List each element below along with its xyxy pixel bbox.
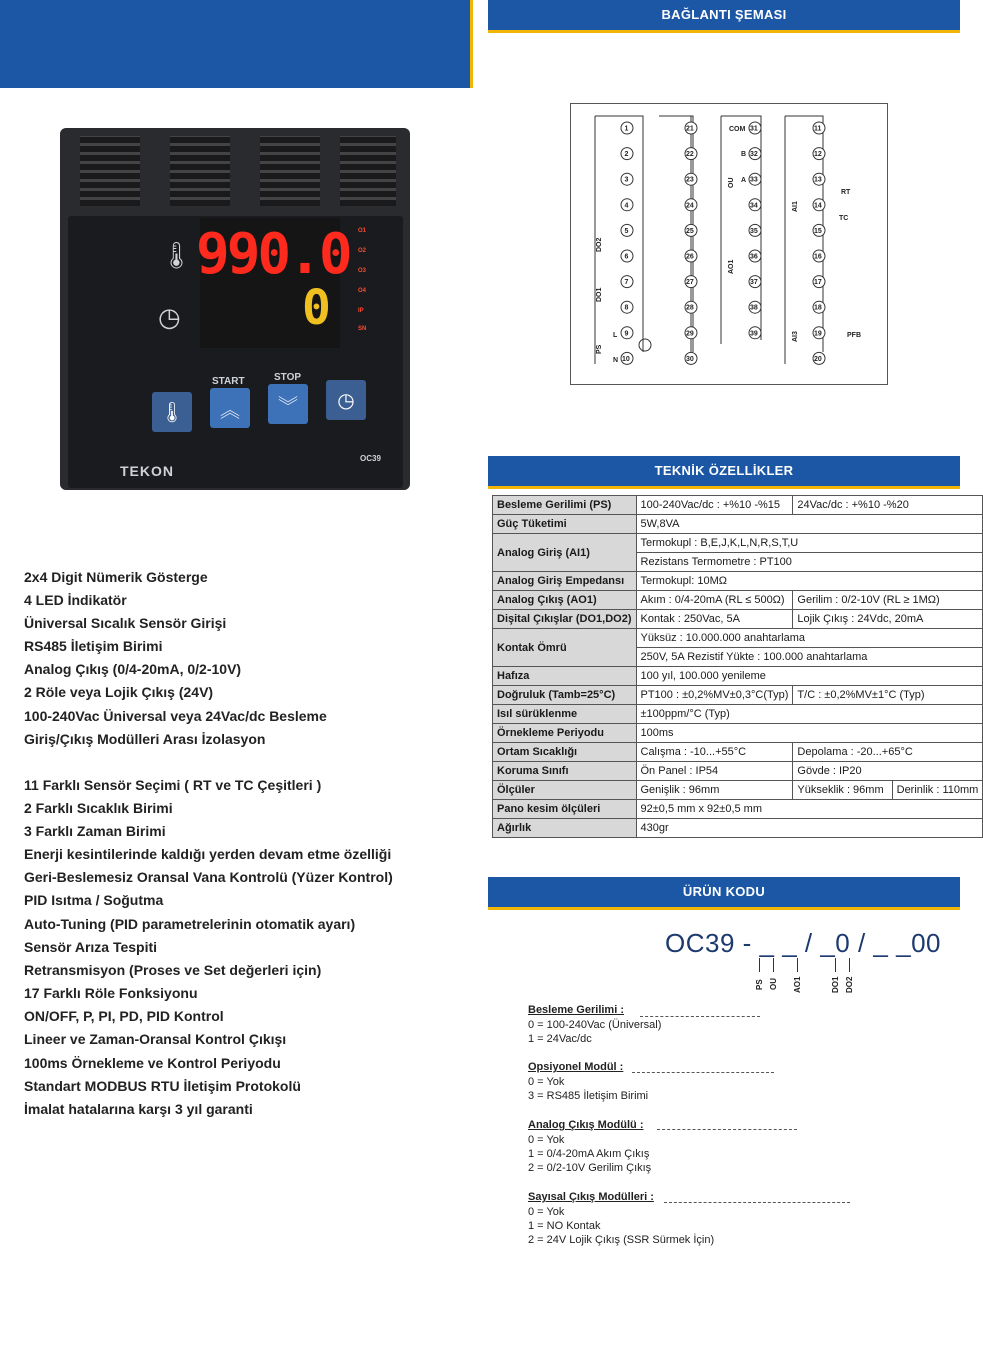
chevron-up-icon: ︽ bbox=[220, 399, 240, 422]
spec-value: Yüksüz : 10.000.000 anahtarlama bbox=[636, 629, 983, 648]
led-label: IP bbox=[358, 308, 364, 314]
leader-line bbox=[657, 1129, 797, 1131]
option-line: 2 = 24V Lojik Çıkış (SSR Sürmek İçin) bbox=[528, 1234, 715, 1246]
option-line: 2 = 0/2-10V Gerilim Çıkış bbox=[528, 1162, 652, 1174]
label-ao1: AO1 bbox=[728, 259, 735, 274]
label-a: A bbox=[741, 177, 747, 184]
feature-item: 2 Röle veya Lojik Çıkış (24V) bbox=[24, 684, 214, 700]
code-label-ao1: AO1 bbox=[793, 976, 802, 993]
wiring-header: BAĞLANTI ŞEMASI bbox=[488, 0, 960, 30]
code-label-ou: OU bbox=[769, 978, 778, 990]
option-line: 0 = Yok bbox=[528, 1076, 565, 1088]
vent bbox=[340, 136, 396, 206]
ac-source-symbol bbox=[639, 339, 651, 351]
feature-item: İmalat hatalarına karşı 3 yıl garanti bbox=[24, 1101, 253, 1117]
spec-key: Pano kesim ölçüleri bbox=[493, 800, 637, 819]
terminal-number: 20 bbox=[814, 355, 822, 363]
code-label-do1: DO1 bbox=[831, 976, 840, 993]
terminal-number: 31 bbox=[750, 125, 758, 133]
option-group-title: Besleme Gerilimi : bbox=[528, 1004, 624, 1016]
feature-item: Sensör Arıza Tespiti bbox=[24, 939, 158, 955]
option-line: 3 = RS485 İletişim Birimi bbox=[528, 1090, 649, 1102]
spec-key: Dişital Çıkışlar (DO1,DO2) bbox=[493, 610, 637, 629]
led-label: O4 bbox=[358, 288, 367, 294]
option-group-title: Sayısal Çıkış Modülleri : bbox=[528, 1191, 654, 1203]
terminal-number: 19 bbox=[814, 330, 822, 338]
terminal-number: 14 bbox=[814, 202, 822, 210]
spec-value: 24Vac/dc : +%10 -%20 bbox=[793, 496, 983, 515]
table-row bbox=[493, 800, 983, 819]
code-tick bbox=[797, 958, 798, 972]
spec-key: Analog Çıkış (AO1) bbox=[493, 591, 637, 610]
terminal-number: 17 bbox=[814, 279, 822, 287]
spec-value: PT100 : ±0,2%MV±0,3°C(Typ) bbox=[636, 686, 793, 705]
table-row bbox=[493, 515, 983, 534]
leader-line bbox=[664, 1202, 850, 1204]
table-row bbox=[493, 762, 983, 781]
terminal-number: 9 bbox=[624, 330, 629, 338]
label-ou: OU bbox=[728, 177, 735, 188]
spec-value: Ön Panel : IP54 bbox=[636, 762, 793, 781]
table-row bbox=[493, 781, 983, 800]
specs-header: TEKNİK ÖZELLİKLER bbox=[488, 456, 960, 486]
feature-item: Auto-Tuning (PID parametrelerinin otomatik ayarı) bbox=[24, 916, 356, 932]
table-row bbox=[493, 705, 983, 724]
feature-item: 100ms Örnekleme ve Kontrol Periyodu bbox=[24, 1055, 281, 1071]
feature-item: 17 Farklı Röle Fonksiyonu bbox=[24, 985, 198, 1001]
option-line: 1 = 24Vac/dc bbox=[528, 1033, 592, 1045]
terminal-number: 12 bbox=[814, 151, 822, 159]
feature-item: Retransmisyon (Proses ve Set değerleri için) bbox=[24, 962, 322, 978]
code-tick bbox=[835, 958, 836, 972]
spec-value-pair bbox=[793, 781, 983, 800]
label-do2: DO2 bbox=[596, 237, 603, 252]
led-label: O2 bbox=[358, 248, 367, 254]
terminal-number: 38 bbox=[750, 304, 758, 312]
terminal-number: 24 bbox=[686, 202, 694, 210]
spec-key: Ortam Sıcaklığı bbox=[493, 743, 637, 762]
terminal-number: 28 bbox=[686, 304, 694, 312]
spec-value: 100-240Vac/dc : +%10 -%15 bbox=[636, 496, 793, 515]
spec-value: 430gr bbox=[636, 819, 983, 838]
spec-value: 250V, 5A Rezistif Yükte : 100.000 anahtarlama bbox=[636, 648, 983, 667]
table-row bbox=[493, 610, 983, 629]
feature-item: Üniversal Sıcalık Sensör Girişi bbox=[24, 615, 227, 631]
led-label: SN bbox=[358, 326, 367, 332]
terminal-number: 37 bbox=[750, 279, 758, 287]
spec-value: 100ms bbox=[636, 724, 983, 743]
feature-item: Geri-Beslemesiz Oransal Vana Kontrolü (Yüzer Kontrol) bbox=[24, 869, 393, 885]
label-n: N bbox=[613, 357, 619, 364]
label-b: B bbox=[741, 151, 747, 158]
model-badge: OC39 bbox=[360, 454, 381, 463]
chevron-down-icon: ︾ bbox=[278, 395, 298, 418]
terminal-number: 29 bbox=[686, 330, 694, 338]
terminal-number: 22 bbox=[686, 151, 694, 159]
feature-item: 2 Farklı Sıcaklık Birimi bbox=[24, 800, 173, 816]
table-row bbox=[493, 572, 983, 591]
terminal-number: 23 bbox=[686, 176, 694, 184]
spec-value: Gerilim : 0/2-10V (RL ≥ 1MΩ) bbox=[793, 591, 983, 610]
leader-line bbox=[640, 1016, 760, 1018]
terminal-number: 34 bbox=[750, 202, 758, 210]
spec-value: Calışma : -10...+55°C bbox=[636, 743, 793, 762]
option-line: 0 = 100-240Vac (Üniversal) bbox=[528, 1019, 662, 1031]
process-value: 990.0 bbox=[196, 222, 350, 287]
terminal-number: 7 bbox=[624, 279, 629, 287]
terminal-number: 35 bbox=[750, 227, 758, 235]
feature-item: Enerji kesintilerinde kaldığı yerden devam etme özelliği bbox=[24, 846, 392, 862]
product-code: OC39 - _ _ / _0 / _ _00 bbox=[665, 928, 941, 958]
table-row bbox=[493, 629, 983, 648]
option-line: 1 = 0/4-20mA Akım Çıkış bbox=[528, 1148, 650, 1160]
wiring-svg bbox=[571, 104, 889, 386]
table-row bbox=[493, 667, 983, 686]
spec-value: Termokupl: 10MΩ bbox=[636, 572, 983, 591]
terminal-number: 10 bbox=[622, 355, 630, 363]
terminal-number: 33 bbox=[750, 176, 758, 184]
spec-key: Güç Tüketimi bbox=[493, 515, 637, 534]
feature-item: ON/OFF, P, PI, PD, PID Kontrol bbox=[24, 1008, 224, 1024]
vent bbox=[170, 136, 230, 206]
spec-key: Ağırlık bbox=[493, 819, 637, 838]
label-l: L bbox=[613, 332, 618, 339]
spec-key: Isıl sürüklenme bbox=[493, 705, 637, 724]
feature-item: Lineer ve Zaman-Oransal Kontrol Çıkışı bbox=[24, 1031, 287, 1047]
terminal-number: 18 bbox=[814, 304, 822, 312]
spec-value: Genişlik : 96mm bbox=[636, 781, 793, 800]
option-group-title: Analog Çıkış Modülü : bbox=[528, 1119, 644, 1131]
option-line: 0 = Yok bbox=[528, 1134, 565, 1146]
feature-item: RS485 İletişim Birimi bbox=[24, 638, 163, 654]
feature-item: Giriş/Çıkış Modülleri Arası İzolasyon bbox=[24, 731, 266, 747]
spec-key: Hafıza bbox=[493, 667, 637, 686]
label-ps: PS bbox=[596, 344, 603, 354]
terminal-number: 26 bbox=[686, 253, 694, 261]
spec-value: Termokupl : B,E,J,K,L,N,R,S,T,U bbox=[636, 534, 983, 553]
spec-value: 100 yıl, 100.000 yenileme bbox=[636, 667, 983, 686]
spec-value: Depolama : -20...+65°C bbox=[793, 743, 983, 762]
feature-item: 2x4 Digit Nümerik Gösterge bbox=[24, 569, 208, 585]
wiring-group-line bbox=[595, 116, 643, 352]
banner-accent-line bbox=[470, 0, 473, 88]
spec-value: ±100ppm/°C (Typ) bbox=[636, 705, 983, 724]
spec-key: Ölçüler bbox=[493, 781, 637, 800]
set-value: 0 bbox=[302, 280, 331, 336]
terminal-number: 16 bbox=[814, 253, 822, 261]
option-line: 0 = Yok bbox=[528, 1206, 565, 1218]
terminal-number: 3 bbox=[624, 176, 629, 184]
terminal-number: 21 bbox=[686, 125, 694, 133]
feature-item: 3 Farklı Zaman Birimi bbox=[24, 823, 166, 839]
stop-label: STOP bbox=[274, 372, 302, 383]
label-pfb: PFB bbox=[847, 332, 861, 339]
wiring-header-line bbox=[488, 30, 960, 33]
table-row bbox=[493, 743, 983, 762]
code-label-do2: DO2 bbox=[845, 976, 854, 993]
table-row bbox=[493, 686, 983, 705]
clock-icon: ◷ bbox=[158, 302, 181, 332]
vent bbox=[80, 136, 140, 206]
start-label: START bbox=[212, 376, 245, 387]
option-group-title: Opsiyonel Modül : bbox=[528, 1061, 624, 1073]
terminal-number: 32 bbox=[750, 151, 758, 159]
label-ai3: AI3 bbox=[792, 331, 799, 342]
label-com: COM bbox=[729, 126, 746, 133]
feature-item: 4 LED İndikatör bbox=[24, 592, 127, 608]
feature-item: 11 Farklı Sensör Seçimi ( RT ve TC Çeşitleri ) bbox=[24, 777, 322, 793]
label-tc: TC bbox=[839, 215, 849, 222]
terminal-number: 27 bbox=[686, 279, 694, 287]
spec-key: Kontak Ömrü bbox=[493, 629, 637, 667]
vent bbox=[260, 136, 320, 206]
wiring-diagram bbox=[570, 103, 888, 385]
terminal-number: 11 bbox=[814, 125, 822, 133]
table-row bbox=[493, 819, 983, 838]
terminal-number: 5 bbox=[624, 227, 629, 235]
table-row bbox=[493, 591, 983, 610]
table-row bbox=[493, 534, 983, 553]
spec-value: 92±0,5 mm x 92±0,5 mm bbox=[636, 800, 983, 819]
terminal-number: 13 bbox=[814, 176, 822, 184]
spec-value: 5W,8VA bbox=[636, 515, 983, 534]
spec-value: Akım : 0/4-20mA (RL ≤ 500Ω) bbox=[636, 591, 793, 610]
feature-item: Standart MODBUS RTU İletişim Protokolü bbox=[24, 1078, 301, 1094]
terminal-number: 15 bbox=[814, 227, 822, 235]
thermometer-button[interactable] bbox=[152, 392, 192, 432]
spec-key: Analog Giriş (AI1) bbox=[493, 534, 637, 572]
spec-key: Doğruluk (Tamb=25°C) bbox=[493, 686, 637, 705]
terminal-number: 6 bbox=[624, 253, 629, 261]
top-left-banner bbox=[0, 0, 470, 88]
spec-key: Örnekleme Periyodu bbox=[493, 724, 637, 743]
terminal-number: 39 bbox=[750, 330, 758, 338]
terminal-number: 30 bbox=[686, 355, 694, 363]
spec-value: Rezistans Termometre : PT100 bbox=[636, 553, 983, 572]
clock-button[interactable] bbox=[326, 380, 366, 420]
spec-value: Yükseklik : 96mm bbox=[797, 784, 884, 796]
table-row bbox=[493, 496, 983, 515]
code-tick bbox=[849, 958, 850, 972]
spec-value: Kontak : 250Vac, 5A bbox=[636, 610, 793, 629]
terminal-number: 36 bbox=[750, 253, 758, 261]
terminal-number: 8 bbox=[624, 304, 629, 312]
led-label: O1 bbox=[358, 228, 367, 234]
product-code-header: ÜRÜN KODU bbox=[488, 877, 960, 907]
terminal-number: 25 bbox=[686, 227, 694, 235]
feature-item: PID Isıtma / Soğutma bbox=[24, 892, 164, 908]
option-line: 1 = NO Kontak bbox=[528, 1220, 601, 1232]
label-ai1: AI1 bbox=[792, 201, 799, 212]
specs-header-line bbox=[488, 486, 960, 489]
terminal-number: 1 bbox=[624, 125, 629, 133]
label-rt: RT bbox=[841, 189, 851, 196]
led-label: O3 bbox=[358, 268, 367, 274]
thermometer-icon: 🌡 bbox=[160, 240, 194, 270]
leader-line bbox=[632, 1072, 774, 1074]
terminal-number: 2 bbox=[624, 151, 629, 159]
product-code-header-line bbox=[488, 907, 960, 910]
spec-key: Koruma Sınıfı bbox=[493, 762, 637, 781]
stop-down-button[interactable] bbox=[268, 384, 308, 424]
spec-table bbox=[492, 495, 983, 838]
thermometer-icon: 🌡 bbox=[159, 401, 185, 424]
code-tick bbox=[773, 958, 774, 972]
brand-logo: TEKON bbox=[120, 463, 174, 479]
spec-value: T/C : ±0,2%MV±1°C (Typ) bbox=[793, 686, 983, 705]
terminal-number: 4 bbox=[624, 202, 629, 210]
start-up-button[interactable] bbox=[210, 388, 250, 428]
spec-value: Derinlik : 110mm bbox=[892, 781, 979, 799]
clock-icon: ◷ bbox=[337, 389, 355, 412]
code-tick bbox=[759, 958, 760, 972]
feature-item: 100-240Vac Üniversal veya 24Vac/dc Besleme bbox=[24, 708, 327, 724]
table-row bbox=[493, 724, 983, 743]
spec-key: Analog Giriş Empedansı bbox=[493, 572, 637, 591]
label-do1: DO1 bbox=[596, 287, 603, 302]
spec-key: Besleme Gerilimi (PS) bbox=[493, 496, 637, 515]
spec-value: Lojik Çıkış : 24Vdc, 20mA bbox=[793, 610, 983, 629]
code-label-ps: PS bbox=[755, 979, 764, 990]
feature-item: Analog Çıkış (0/4-20mA, 0/2-10V) bbox=[24, 661, 242, 677]
spec-value: Gövde : IP20 bbox=[793, 762, 983, 781]
